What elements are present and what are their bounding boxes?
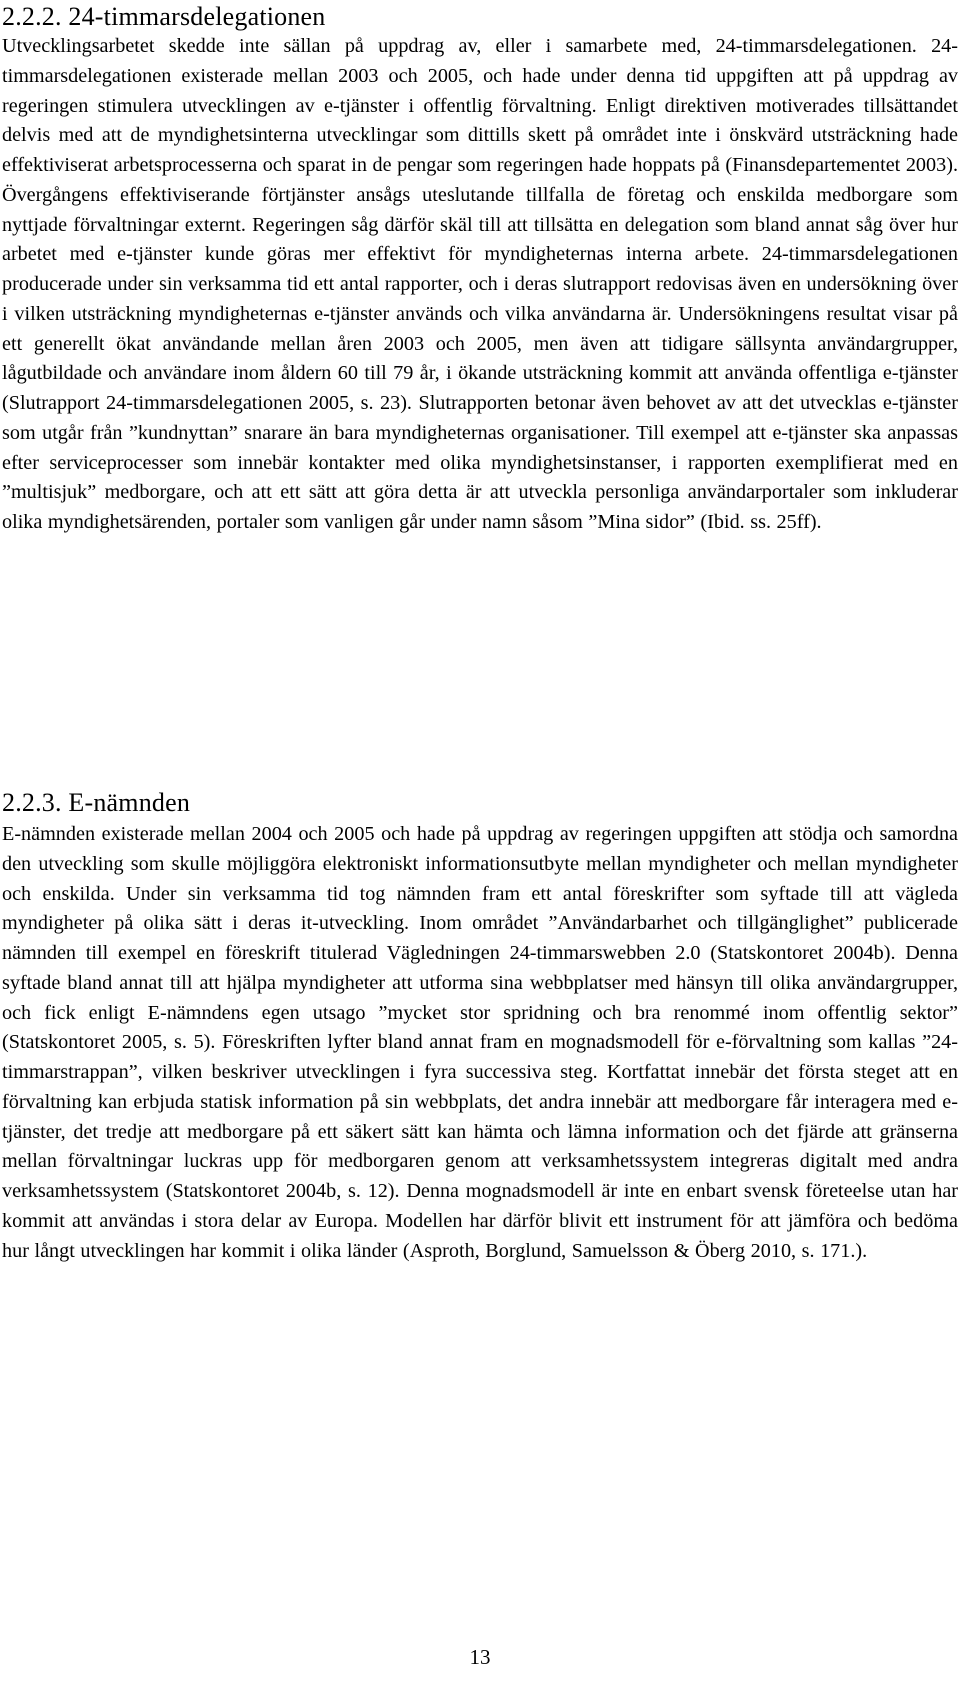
document-page [2,0,958,1262]
section-paragraph: E-nämnden existerade mellan 2004 och 2005 och hade på uppdrag av regeringen uppgiften att stödja och samordna den utveckling som skulle möjliggöra elektroniskt informationsutbyte mellan myndigheter och mellan myndigheter och enskilda. Under sin verksamma tid tog nämnden fram ett antal föreskrifter som syftade till att vägleda myndigheter på olika sätt i deras it-utveckling. Inom området ”Användarbarhet och tillgänglighet” publicerade nämnden till exempel en föreskrift titulerad Vägledningen 24-timmarswebben 2.0 (Statskontoret 2004b). Denna syftade bland annat till att hjälpa myndigheter att utforma sina webbplatser med hänsyn till olika användargrupper, och fick enligt E-nämndens egen utsago ”mycket stor spridning och bra renommé inom offentlig sektor” (Statskontoret 2005, s. 5). Föreskriften lyfter bland annat fram en mognadsmodell för e-förvaltning som kallas ”24-timmarstrappan”, vilken beskriver utvecklingen i fyra successiva steg. Kortfattat innebär det första steget att en förvaltning kan erbjuda statisk information på sin webbplats, det andra innebär att medborgare får interagera med e-tjänster, det tredje att medborgare på ett säkert sätt kan hämta och lämna information och det fjärde att gränserna mellan förvaltningar luckras upp för medborgaren genom att verksamhetssystem integreras digitalt med andra verksamhetssystem (Statskontoret 2004b, s. 12). Denna mognadsmodell är inte en enbart svensk företeelse utan har kommit att användas i stora delar av Europa. Modellen har därför blivit ett instrument för att jämföra och bedöma hur långt utvecklingen har kommit i olika länder (Asproth, Borglund, Samuelsson & Öberg 2010, s. 171.). [2,823,958,1262]
section-e-namnden [2,788,958,1266]
section-paragraph: Utvecklingsarbetet skedde inte sällan på uppdrag av, eller i samarbete med, 24-timmarsdelegationen. 24-timmarsdelegationen existerade mellan 2003 och 2005, och hade under denna tid uppgiften att på uppdrag av regeringen stimulera utvecklingen av e-tjänster i offentlig förvaltning. Enligt direktiven motiverades tillsättandet delvis med att de myndighetsinterna utvecklingar som dittills skett på området inte i önskvärd utsträckning hade effektiviserat arbetsprocesserna och sparat in de pengar som regeringen hade hoppats på (Finansdepartementet 2003). Övergångens effektiviserande förtjänster ansågs uteslutande tillfalla de företag och enskilda medborgare som nyttjade förvaltningar externt. Regeringen såg därför skäl till att tillsätta en delegation som bland annat såg över hur arbetet med e-tjänster kunde göras mer effektivt för myndigheternas interna arbete. 24-timmarsdelegationen producerade under sin verksamma tid ett antal rapporter, och i deras slutrapport redovisas även en undersökning över i vilken utsträckning myndigheternas e-tjänster används och vilka användarna är. Undersökningens resultat visar på ett generellt ökat användande mellan åren 2003 och 2005, men även att tidigare sällsynta användargrupper, lågutbildade och användare inom åldern 60 till 79 år, i ökande utsträckning kommit att använda offentliga e-tjänster (Slutrapport 24-timmarsdelegationen 2005, s. 23). Slutrapporten betonar även behovet av att det utvecklas e-tjänster som utgår från ”kundnyttan” snarare än bara myndigheternas organisationer. Till exempel att e-tjänster ska anpassas efter serviceprocesser som innebär kontakter med olika myndighetsinstanser, i rapporten exemplifierat med en ”multisjuk” medborgare, och att ett sätt att göra detta är att utveckla personliga användarportaler som inkluderar olika myndighetsärenden, portaler som vanligen går under namn såsom ”Mina sidor” (Ibid. ss. 25ff). [2,35,958,533]
section-heading: 2.2.3. E-nämnden [2,788,191,817]
section-heading: 2.2.2. 24-timmarsdelegationen [2,2,326,31]
section-24-timmarsdelegationen [2,0,958,538]
page-number: 13 [469,1645,491,1669]
